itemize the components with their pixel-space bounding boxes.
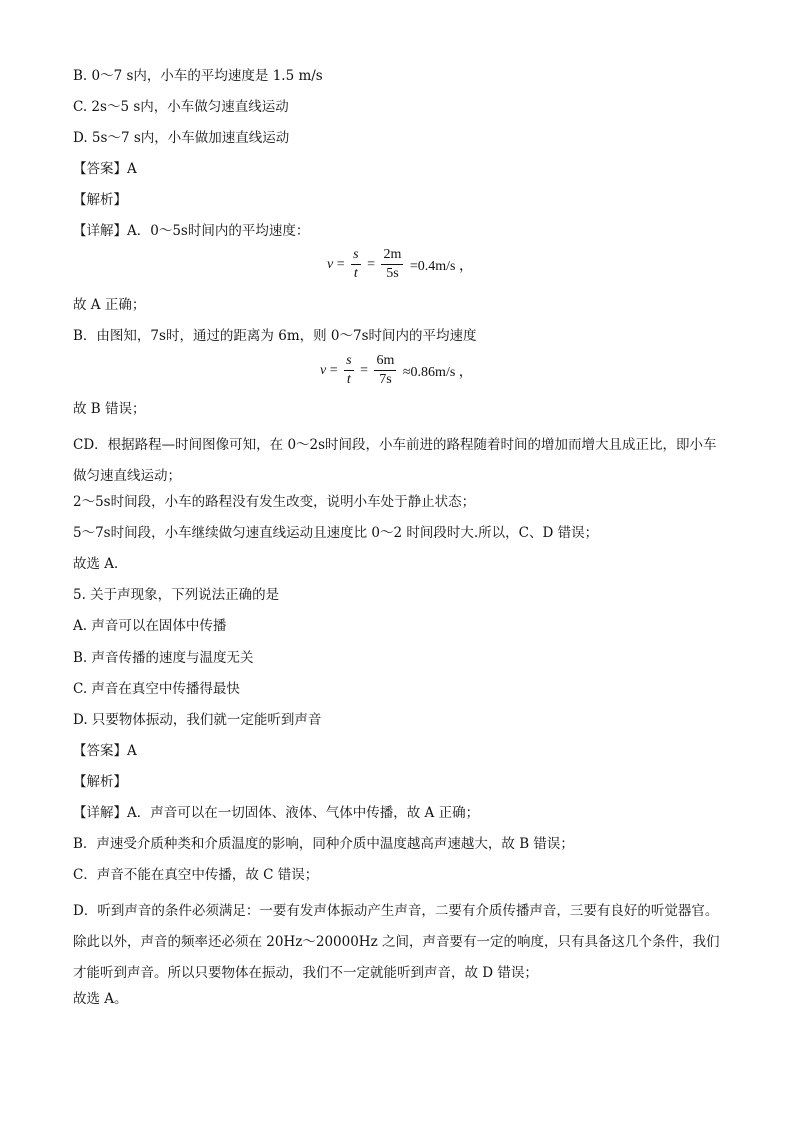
- q4-conclusion-a: 故 A 正确；: [73, 297, 146, 313]
- formula-fraction-s-over-t: [351, 247, 360, 282]
- q4-detail-b: B．由图知，7s时，通过的距离为 6m，则 0～7s时间内的平均速度: [73, 328, 477, 344]
- q4-detail-2-5s: 2～5s时间段，小车的路程没有发生改变，说明小车处于静止状态；: [73, 494, 476, 510]
- q5-detail-c: C．声音不能在真空中传播，故 C 错误；: [73, 867, 319, 883]
- formula-average-speed-0-5s: [327, 247, 473, 282]
- q4-option-c: C. 2s～5 s内，小车做匀速直线运动: [73, 99, 289, 115]
- formula-numerator: 2m: [381, 247, 403, 265]
- formula-equals: =: [329, 362, 338, 378]
- q5-option-b: B. 声音传播的速度与温度无关: [73, 650, 254, 666]
- q4-detail-cd: CD．根据路程—时间图像可知，在 0～2s时间段，小车前进的路程随着时间的增加而增大且成正比，即小车做匀速直线运动；: [73, 437, 717, 484]
- q5-detail-b: B．声速受介质种类和介质温度的影响，同种介质中温度越高声速越大，故 B 错误；: [73, 836, 574, 852]
- formula-denominator: t: [353, 266, 358, 281]
- q5-option-d: D. 只要物体振动，我们就一定能听到声音: [73, 712, 322, 728]
- q4-detail-5-7s: 5～7s时间段，小车继续做匀速直线运动且速度比 0～2 时间段时大.所以，C、D 错误；: [73, 525, 599, 541]
- q5-option-a: A. 声音可以在固体中传播: [73, 618, 227, 634]
- formula-denominator: 5s: [386, 266, 399, 281]
- formula-fraction-s-over-t: [344, 353, 353, 388]
- formula-fraction-values: [381, 247, 403, 282]
- q5-choice: 故选 A。: [73, 991, 128, 1007]
- formula-equals: =: [367, 256, 375, 272]
- q5-answer: 【答案】A: [73, 743, 137, 759]
- q5-detail-d: D．听到声音的条件必须满足：一要有发声体振动产生声音，二要有介质传播声音，三要有良好的听觉器官。除此以外，声音的频率还必须在 20Hz～20000Hz 之间，声音要有一定的响度，只有具备这几个条件，我们才能听到声音。所以只要物体在振动，我们不一定就能听到声音，故 D 错误；: [73, 903, 720, 981]
- formula-numerator: 6m: [374, 353, 396, 371]
- q4-option-d: D. 5s～7 s内，小车做加速直线运动: [73, 130, 290, 146]
- q4-choice: 故选 A．: [73, 556, 128, 572]
- q5-option-c: C. 声音在真空中传播得最快: [73, 681, 240, 697]
- formula-denominator: t: [346, 372, 351, 387]
- formula-fraction-values: [374, 353, 396, 388]
- q4-conclusion-b: 故 B 错误；: [73, 401, 146, 417]
- formula-denominator: 7s: [379, 372, 392, 387]
- formula-equals: =: [360, 362, 368, 378]
- formula-result: =0.4m/s ，: [409, 258, 473, 274]
- q5-detail-a: 【详解】A．声音可以在一切固体、液体、气体中传播，故 A 正确；: [73, 805, 480, 821]
- formula-result: ≈0.86m/s ，: [402, 364, 473, 380]
- q4-answer: 【答案】A: [73, 161, 137, 177]
- q4-option-b: B. 0～7 s内，小车的平均速度是 1.5 m/s: [73, 68, 323, 84]
- formula-v: v: [327, 256, 334, 272]
- q5-stem: 5. 关于声现象，下列说法正确的是: [73, 587, 280, 603]
- formula-numerator: s: [351, 247, 360, 265]
- q4-detail-a: 【详解】A．0～5s时间内的平均速度：: [73, 223, 310, 239]
- formula-numerator: s: [344, 353, 353, 371]
- q5-analysis-heading: 【解析】: [73, 774, 127, 790]
- q4-analysis-heading: 【解析】: [73, 192, 127, 208]
- formula-v: v: [320, 362, 327, 378]
- formula-equals: =: [336, 256, 345, 272]
- formula-average-speed-0-7s: [320, 353, 473, 388]
